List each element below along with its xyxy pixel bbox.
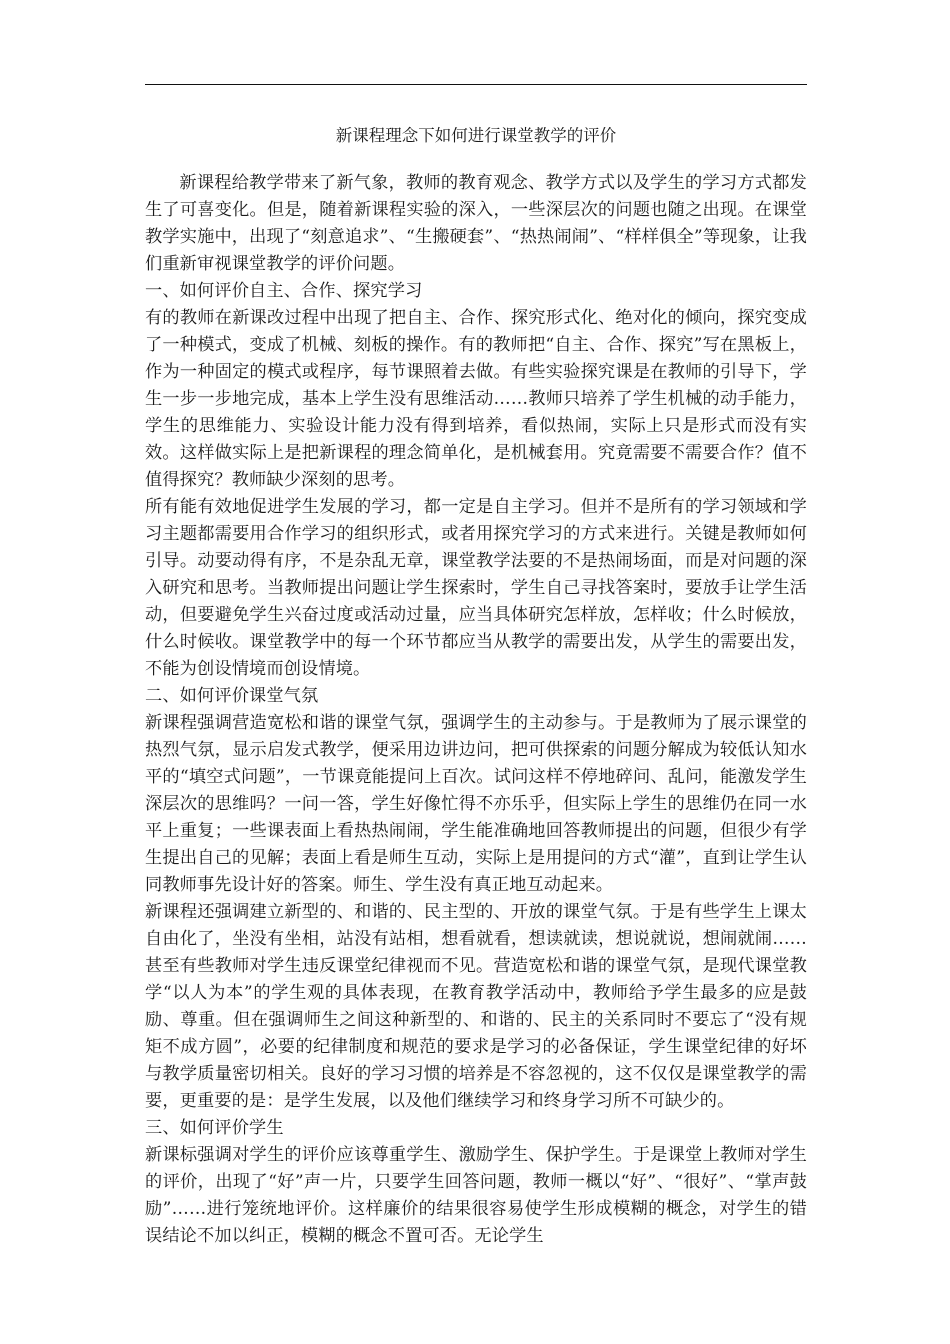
section-heading-2: 二、如何评价课堂气氛 <box>145 686 319 706</box>
section-2-paragraph-1: 新课程强调营造宽松和谐的课堂气氛，强调学生的主动参与。于是教师为了展示课堂的热烈气氛，显示启发式教学，便采用边讲边问，把可供探索的问题分解成为较低认知水平的“填空式问题”，一节课竟能提问上百次。试问这样不停地碎问、乱问，能激发学生深层次的思维吗？一问一答，学生好像忙得不亦乐乎，但实际上学生的思维仍在同一水平上重复；一些课表面上看热热闹闹，学生能准确地回答教师提出的问题，但很少有学生提出自己的见解；表面上看是师生互动，实际上是用提问的方式“灌”，直到让学生认同教师事先设计好的答案。师生、学生没有真正地互动起来。 <box>145 713 807 895</box>
section-1-paragraph-2: 所有能有效地促进学生发展的学习，都一定是自主学习。但并不是所有的学习领域和学习主题都需要用合作学习的组织形式，或者用探究学习的方式来进行。关键是教师如何引导。动要动得有序，不是杂乱无章，课堂教学法要的不是热闹场面，而是对问题的深入研究和思考。当教师提出问题让学生探索时，学生自己寻找答案时，要放手让学生活动，但要避免学生兴奋过度或活动过量，应当具体研究怎样放，怎样收；什么时候放，什么时候收。课堂教学中的每一个环节都应当从教学的需要出发，从学生的需要出发，不能为创设情境而创设情境。 <box>145 497 807 679</box>
section-heading-3: 三、如何评价学生 <box>145 1118 284 1138</box>
header-rule <box>145 84 807 85</box>
section-1-paragraph-1: 有的教师在新课改过程中出现了把自主、合作、探究形式化、绝对化的倾向，探究变成了一种模式，变成了机械、刻板的操作。有的教师把“自主、合作、探究”写在黑板上，作为一种固定的模式或程序，每节课照着去做。有些实验探究课是在教师的引导下，学生一步一步地完成，基本上学生没有思维活动……教师只培养了学生机械的动手能力，学生的思维能力、实验设计能力没有得到培养，看似热闹，实际上只是形式而没有实效。这样做实际上是把新课程的理念简单化，是机械套用。究竟需要不需要合作？值不值得探究？教师缺少深刻的思考。 <box>145 308 807 490</box>
document-body <box>145 170 807 1250</box>
section-3-paragraph-1: 新课标强调对学生的评价应该尊重学生、激励学生、保护学生。于是课堂上教师对学生的评价，出现了“好”声一片，只要学生回答问题，教师一概以“好”、“很好”、“掌声鼓励”……进行笼统地评价。这样廉价的结果很容易使学生形成模糊的概念，对学生的错误结论不加以纠正，模糊的概念不置可否。无论学生 <box>145 1145 807 1246</box>
section-heading-1: 一、如何评价自主、合作、探究学习 <box>145 281 423 301</box>
section-2-paragraph-2: 新课程还强调建立新型的、和谐的、民主型的、开放的课堂气氛。于是有些学生上课太自由化了，坐没有坐相，站没有站相，想看就看，想读就读，想说就说，想闹就闹……甚至有些教师对学生违反课堂纪律视而不见。营造宽松和谐的课堂气氛，是现代课堂教学“以人为本”的学生观的具体表现，在教育教学活动中，教师给予学生最多的应是鼓励、尊重。但在强调师生之间这种新型的、和谐的、民主的关系同时不要忘了“没有规矩不成方圆”，必要的纪律制度和规范的要求是学习的必备保证，学生课堂纪律的好坏与教学质量密切相关。良好的学习习惯的培养是不容忽视的，这不仅仅是课堂教学的需要，更重要的是：是学生发展，以及他们继续学习和终身学习所不可缺少的。 <box>145 902 807 1111</box>
document-title: 新课程理念下如何进行课堂教学的评价 <box>335 126 617 145</box>
intro-paragraph: 新课程给教学带来了新气象，教师的教育观念、教学方式以及学生的学习方式都发生了可喜变化。但是，随着新课程实验的深入，一些深层次的问题也随之出现。在课堂教学实施中，出现了“刻意追求”、“生搬硬套”、“热热闹闹”、“样样俱全”等现象，让我们重新审视课堂教学的评价问题。 <box>145 173 807 274</box>
